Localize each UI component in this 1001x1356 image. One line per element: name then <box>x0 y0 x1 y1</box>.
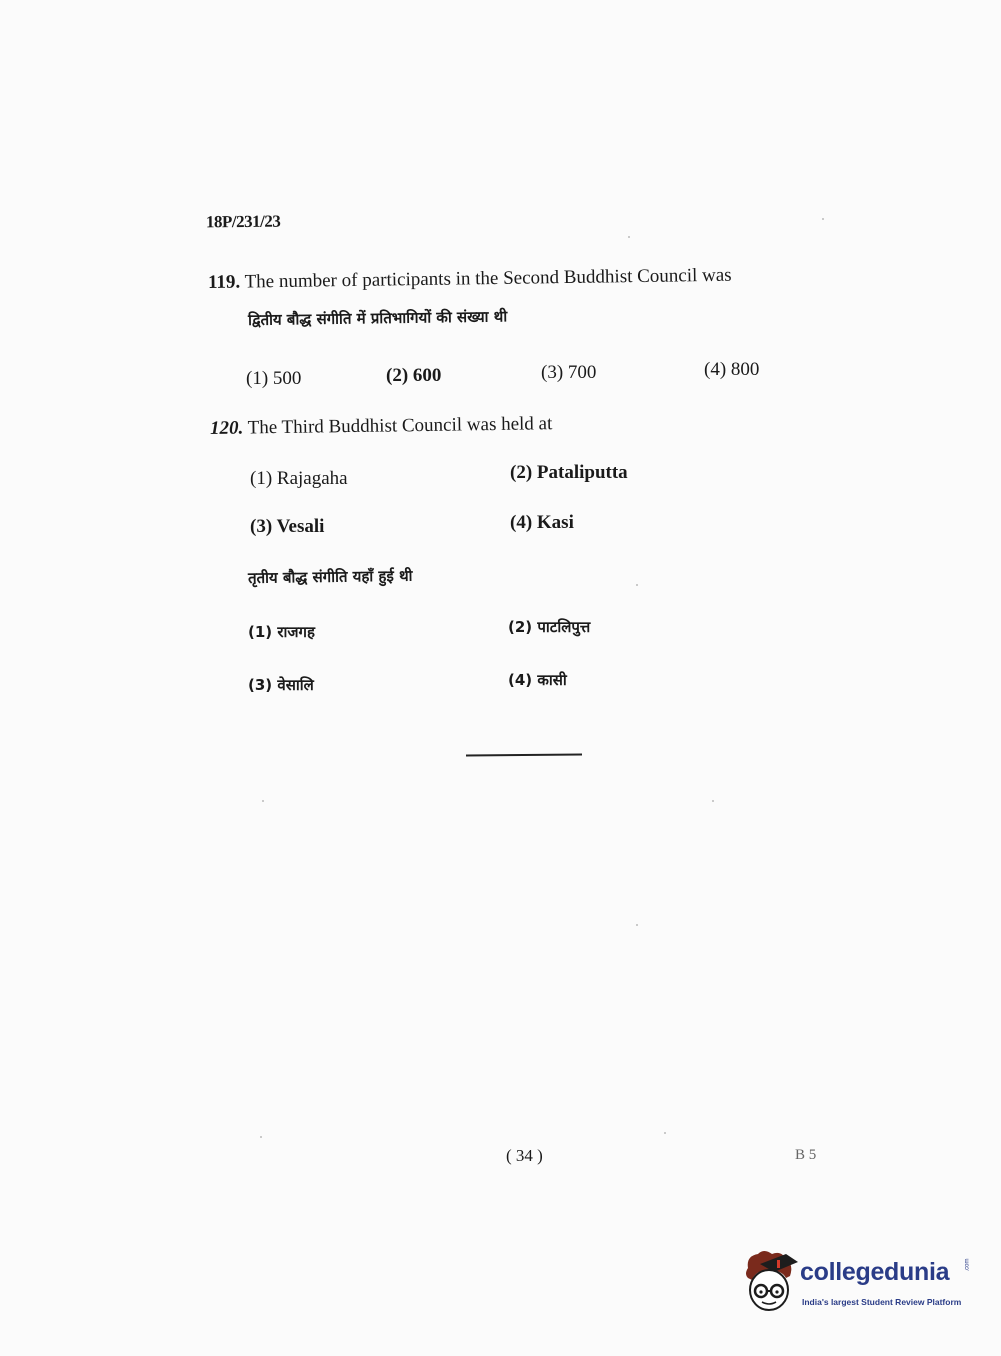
scan-speck <box>260 1136 262 1138</box>
question-120-option-1-en: (1) Rajagaha <box>250 468 348 489</box>
question-120-text-en <box>210 413 553 440</box>
question-119-text-en <box>208 265 732 294</box>
mascot-icon <box>742 1248 800 1316</box>
question-119-text-hi: द्वितीय बौद्ध संगीति में प्रतिभागियों की संख्या थी <box>247 307 508 329</box>
question-120-option-4-en: (4) Kasi <box>510 512 574 533</box>
scan-speck <box>636 584 638 586</box>
question-120-option-3-hi: (3) वेसालि <box>248 676 314 694</box>
collegedunia-logo <box>742 1248 972 1320</box>
question-119-statement: The number of participants in the Second Buddhist Council was <box>244 264 732 293</box>
scan-speck <box>262 800 264 802</box>
paper-code: 18P/231/23 <box>205 211 281 232</box>
question-119-option-2: (2) 600 <box>386 365 442 386</box>
question-120-option-2-hi: (2) पाटलिपुत्त <box>508 618 591 636</box>
scan-speck <box>636 924 638 926</box>
scan-speck <box>712 800 714 802</box>
logo-tagline: India's largest Student Review Platform <box>802 1297 962 1307</box>
logo-dotcom: .com <box>964 1258 971 1272</box>
page-number: ( 34 ) <box>506 1146 543 1165</box>
question-120-option-2-en: (2) Pataliputta <box>510 462 628 483</box>
scan-speck <box>822 218 824 220</box>
question-119-option-3: (3) 700 <box>541 362 597 383</box>
question-120-option-1-hi: (1) राजगह <box>248 623 315 641</box>
question-120-option-4-hi: (4) कासी <box>508 671 567 689</box>
question-119-number: 119. <box>207 271 241 293</box>
scan-speck <box>628 236 630 238</box>
scan-speck <box>664 1132 666 1134</box>
question-120-text-hi: तृतीय बौद्ध संगीति यहाँ हुई थी <box>247 566 413 587</box>
end-divider <box>466 753 582 756</box>
booklet-code: B 5 <box>795 1147 817 1163</box>
question-120-option-3-en: (3) Vesali <box>250 516 325 537</box>
question-120-statement: The Third Buddhist Council was held at <box>247 413 553 439</box>
question-119-option-4: (4) 800 <box>704 359 760 380</box>
logo-wordmark: collegedunia <box>800 1258 950 1286</box>
question-120-number: 120. <box>209 417 244 439</box>
question-119-option-1: (1) 500 <box>246 368 302 389</box>
